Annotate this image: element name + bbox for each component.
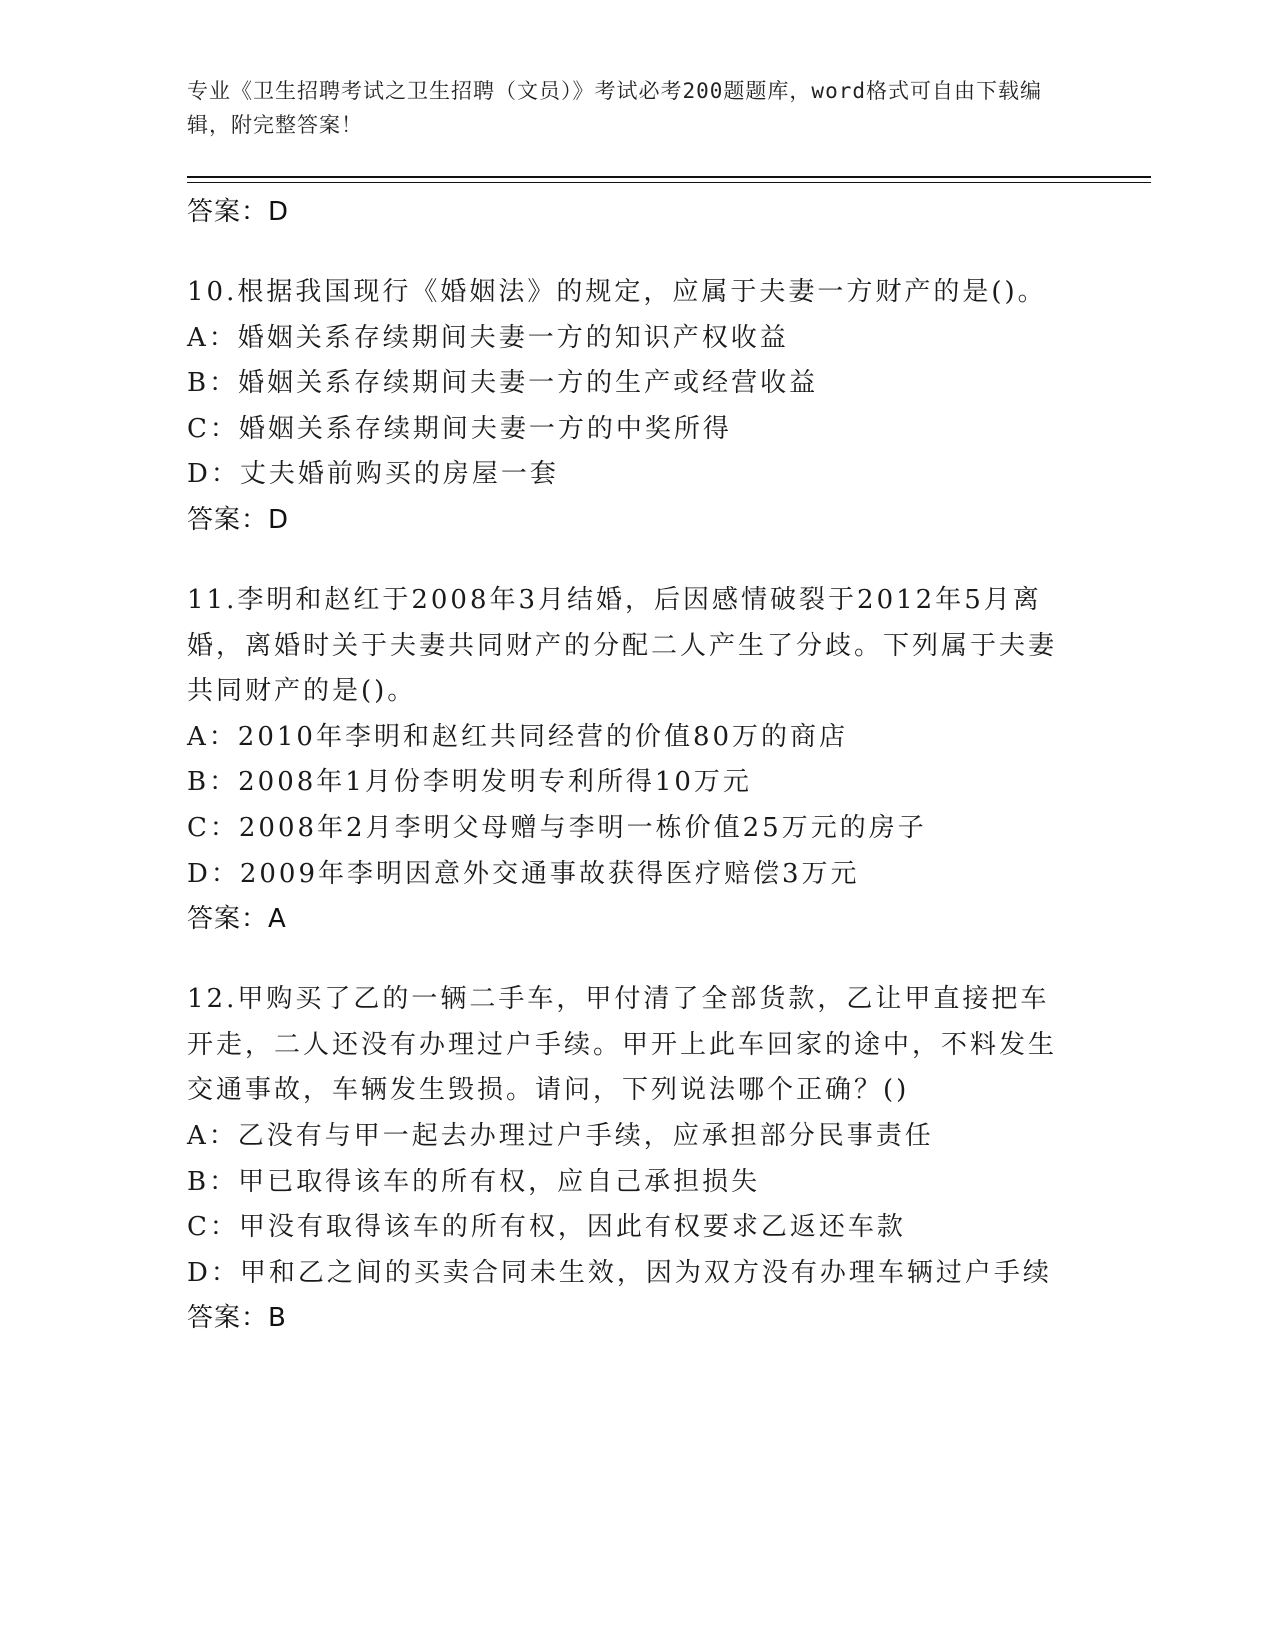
document-header [187,74,1067,142]
answer-line: 答案：B [187,1303,287,1334]
spacer [187,542,1087,578]
option-c: C：2008年2月李明父母赠与李明一栋价值25万元的房子 [187,812,927,843]
question-stem: 11.李明和赵红于2008年3月结婚，后因感情破裂于2012年5月离婚，离婚时关于夫妻共同财产的分配二人产生了分歧。下列属于夫妻共同财产的是()。 [187,584,1058,707]
header-text: 专业《卫生招聘考试之卫生招聘（文员）》考试必考200题题库，word格式可自由下载编辑，附完整答案！ [187,79,1042,137]
option-c: C：甲没有取得该车的所有权，因此有权要求乙返还车款 [187,1212,906,1243]
question-10 [187,270,1087,542]
option-c: C：婚姻关系存续期间夫妻一方的中奖所得 [187,413,732,444]
question-12 [187,977,1087,1340]
option-d: D：2009年李明因意外交通事故获得医疗赔偿3万元 [187,858,860,889]
option-b: B：甲已取得该车的所有权，应自己承担损失 [187,1166,761,1197]
header-rule-thick [187,176,1151,178]
question-stem: 10.根据我国现行《婚姻法》的规定，应属于夫妻一方财产的是()。 [187,277,1047,307]
question-stem: 12.甲购买了乙的一辆二手车，甲付清了全部货款，乙让甲直接把车开走，二人还没有办理过户手续。甲开上此车回家的途中，不料发生交通事故，车辆发生毁损。请问，下列说法哪个正确？() [187,984,1058,1106]
header-rule-thin [187,182,1151,183]
previous-answer: 答案：D [187,197,290,227]
option-b: B：婚姻关系存续期间夫妻一方的生产或经营收益 [187,368,819,399]
option-a: A：乙没有与甲一起去办理过户手续，应承担部分民事责任 [187,1120,934,1151]
answer-line: 答案：A [187,904,287,935]
option-b: B：2008年1月份李明发明专利所得10万元 [187,767,752,798]
spacer [187,234,1087,270]
option-a: A：2010年李明和赵红共同经营的价值80万的商店 [187,721,849,752]
spacer [187,941,1087,977]
option-d: D：丈夫婚前购买的房屋一套 [187,459,559,490]
question-list [187,190,1087,1340]
answer-line: 答案：D [187,504,290,535]
option-a: A：婚姻关系存续期间夫妻一方的知识产权收益 [187,322,789,353]
option-d: D：甲和乙之间的买卖合同未生效，因为双方没有办理车辆过户手续 [187,1257,1052,1288]
question-11 [187,578,1087,941]
